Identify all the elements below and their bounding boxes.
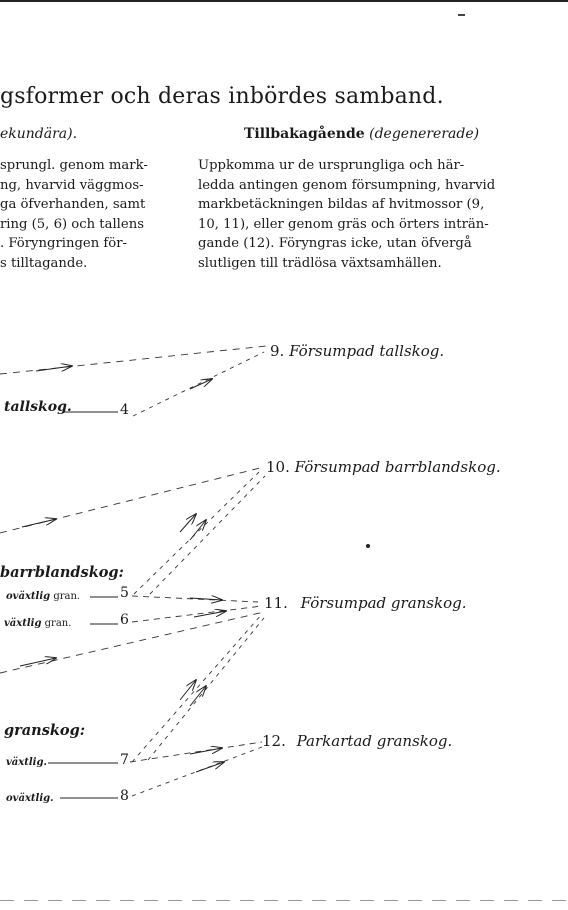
arrow xyxy=(36,366,72,371)
arrow xyxy=(22,519,56,527)
connector-line xyxy=(133,352,264,416)
left-line: ga öfverhanden, samt xyxy=(0,197,146,212)
row-label: oväxtlig xyxy=(6,591,51,602)
left-line: s tilltagande. xyxy=(0,255,88,271)
right-line: 10, 11), eller genom gräs och örters inträn- xyxy=(198,216,489,232)
arrow xyxy=(190,598,222,600)
target-label: Parkartad granskog. xyxy=(296,732,453,750)
right-heading-bold: Tillbakagående xyxy=(244,126,365,142)
target-number: 12. xyxy=(262,732,286,750)
barrblandskog-row-2 xyxy=(4,618,71,629)
connector-line xyxy=(132,596,258,602)
connector-line xyxy=(134,472,259,594)
connector-line xyxy=(150,476,265,594)
barrblandskog-row-1 xyxy=(6,591,80,602)
target-number: 11. xyxy=(264,594,288,612)
arrow xyxy=(196,762,224,772)
right-heading-italic: (degenererade) xyxy=(369,126,480,142)
target-label: Försumpad granskog. xyxy=(300,594,467,612)
node-6: 6 xyxy=(120,612,129,628)
left-column-heading: ekundära). xyxy=(0,126,78,142)
row-label: oväxtlig. xyxy=(6,793,54,804)
tallskog-label: tallskog. xyxy=(4,399,72,415)
arrow xyxy=(190,748,222,754)
granskog-heading: granskog: xyxy=(4,722,86,739)
node-8: 8 xyxy=(120,788,129,804)
granskog-row-1 xyxy=(6,757,47,768)
arrow xyxy=(190,520,206,540)
row-label: växtlig xyxy=(4,618,42,629)
arrow xyxy=(180,514,196,532)
right-line: markbetäckningen bildas af hvitmossor (9, xyxy=(198,197,485,212)
target-9 xyxy=(270,342,444,360)
node-4: 4 xyxy=(120,402,129,418)
arrow xyxy=(190,686,206,706)
left-line: . Föryngringen för- xyxy=(0,236,127,251)
arrow xyxy=(20,658,56,666)
row-suffix: gran. xyxy=(44,618,72,629)
bottom-rule xyxy=(0,900,568,901)
page-title: gsformer och deras inbördes samband. xyxy=(0,84,444,109)
row-suffix: gran. xyxy=(53,591,81,602)
row-label: växtlig. xyxy=(6,757,47,768)
barrblandskog-heading: barrblandskog: xyxy=(0,564,124,581)
stray-dot xyxy=(366,544,370,548)
target-number: 10. xyxy=(266,458,290,476)
target-11 xyxy=(264,594,467,612)
left-line: ring (5, 6) och tallens xyxy=(0,216,144,232)
connector-line xyxy=(130,742,262,762)
right-line: ledda antingen genom försumpning, hvarvid xyxy=(198,177,496,193)
connector-line xyxy=(132,614,262,762)
granskog-row-2 xyxy=(6,793,54,804)
right-line: slutligen till trädlösa växtsamhällen. xyxy=(198,255,442,271)
connector-line xyxy=(148,618,264,760)
connector-line xyxy=(132,606,262,622)
target-label: Försumpad tallskog. xyxy=(289,342,445,360)
arrow xyxy=(190,379,212,389)
right-line: gande (12). Föryngras icke, utan öfvergå xyxy=(198,236,472,251)
node-7: 7 xyxy=(120,752,129,768)
connector-line xyxy=(0,346,266,374)
right-line: Uppkomma ur de ursprungliga och här- xyxy=(198,158,465,173)
arrow xyxy=(180,680,196,700)
target-number: 9. xyxy=(270,342,285,360)
left-line: sprungl. genom mark- xyxy=(0,158,148,173)
node-5: 5 xyxy=(120,585,129,601)
left-line: ng, hvarvid väggmos- xyxy=(0,177,144,193)
target-label: Försumpad barrblandskog. xyxy=(294,458,501,476)
target-10 xyxy=(266,458,501,476)
target-12 xyxy=(262,732,452,750)
